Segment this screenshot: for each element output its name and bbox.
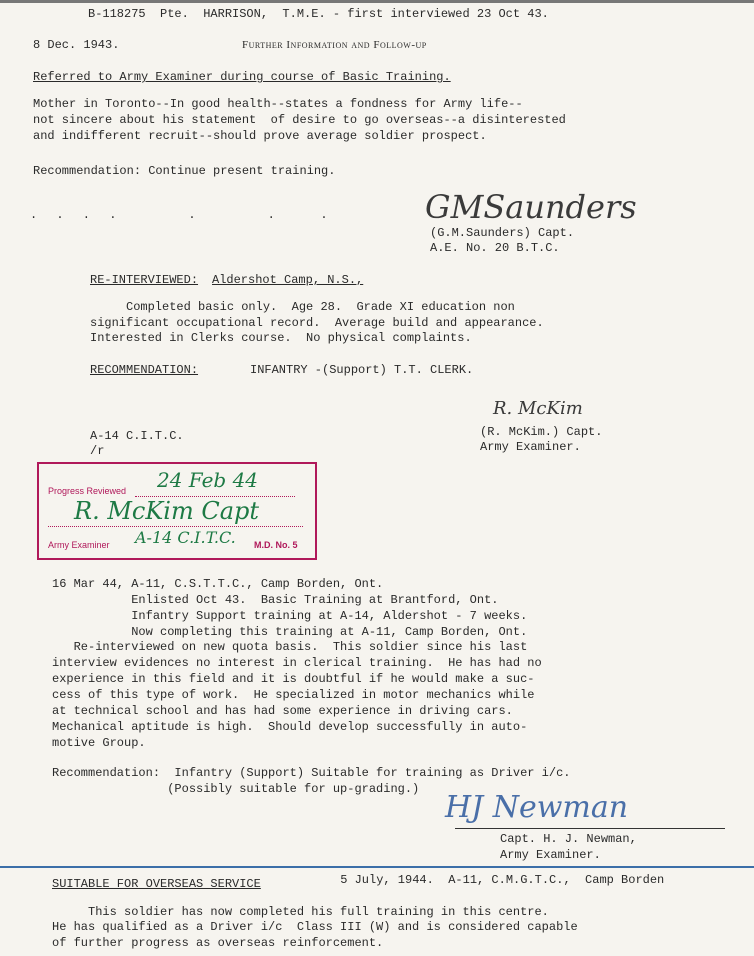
newman-signature: HJ Newman bbox=[445, 790, 629, 825]
text-line: Mother in Toronto--In good health--states a fondness for Army life-- bbox=[33, 97, 523, 111]
signature-line bbox=[455, 828, 725, 829]
signatory-title: Army Examiner. bbox=[480, 440, 581, 454]
dots: . . . . . . . bbox=[30, 208, 334, 222]
signatory-name: Capt. H. J. Newman, bbox=[500, 832, 637, 846]
stamp-progress-label: Progress Reviewed bbox=[48, 486, 127, 496]
recommendation-2: INFANTRY -(Support) T.T. CLERK. bbox=[250, 363, 474, 377]
referred-line: Referred to Army Examiner during course of Basic Training. bbox=[33, 70, 451, 84]
signatory-unit: A.E. No. 20 B.T.C. bbox=[430, 241, 560, 255]
text-line: Interested in Clerks course. No physical complaints. bbox=[90, 331, 472, 345]
signatory-name: (G.M.Saunders) Capt. bbox=[430, 226, 575, 240]
text-line: Completed basic only. Age 28. Grade XI education non bbox=[90, 300, 515, 314]
text-line: He has qualified as a Driver i/c Class III (W) and is considered capable bbox=[52, 920, 578, 934]
reinterviewed-label: RE-INTERVIEWED: bbox=[90, 273, 199, 287]
text-line: interview evidences no interest in clerical training. He has had no bbox=[52, 656, 542, 670]
form-title: Further Information and Follow-up bbox=[242, 39, 427, 51]
text-line: cess of this type of work. He specialized in motor mechanics while bbox=[52, 688, 535, 702]
divider-line bbox=[0, 866, 754, 868]
unit-line: A-14 C.I.T.C. bbox=[90, 429, 184, 443]
signatory-title: Army Examiner. bbox=[500, 848, 601, 862]
text-line: experience in this field and it is doubtful if he would make a suc- bbox=[52, 672, 535, 686]
text-line: 16 Mar 44, A-11, C.S.T.T.C., Camp Borden, Ont. bbox=[52, 577, 384, 591]
signatory-name: (R. McKim.) Capt. bbox=[480, 425, 603, 439]
page-edge bbox=[0, 0, 754, 3]
text-line: Now completing this training at A-11, Camp Borden, Ont. bbox=[52, 625, 528, 639]
stamp-date: 24 Feb 44 bbox=[157, 468, 259, 492]
recommendation-1: Recommendation: Continue present training. bbox=[33, 164, 336, 178]
text-line: significant occupational record. Average build and appearance. bbox=[90, 316, 544, 330]
stamp-unit: A-14 C.I.T.C. bbox=[135, 528, 236, 547]
initials: /r bbox=[90, 444, 105, 458]
record-header: B-118275 Pte. HARRISON, T.M.E. - first interviewed 23 Oct 43. bbox=[88, 7, 549, 21]
recommendation-2-label: RECOMMENDATION: bbox=[90, 363, 199, 377]
progress-review-stamp bbox=[37, 462, 317, 560]
text-line: Mechanical aptitude is high. Should develop successfully in auto- bbox=[52, 720, 528, 734]
recommendation-3-note: (Possibly suitable for up-grading.) bbox=[52, 782, 420, 796]
reinterviewed-place: Aldershot Camp, N.S., bbox=[212, 273, 364, 287]
stamp-md: M.D. No. 5 bbox=[254, 540, 298, 550]
entry-date: 8 Dec. 1943. bbox=[33, 38, 120, 52]
saunders-signature: GMSaunders bbox=[425, 188, 637, 226]
recommendation-3: Recommendation: Infantry (Support) Suitable for training as Driver i/c. bbox=[52, 766, 571, 780]
text-line: Infantry Support training at A-14, Aldershot - 7 weeks. bbox=[52, 609, 528, 623]
stamp-signature: R. McKim Capt bbox=[74, 497, 260, 525]
text-line: motive Group. bbox=[52, 736, 146, 750]
text-line: and indifferent recruit--should prove average soldier prospect. bbox=[33, 129, 487, 143]
text-line: Enlisted Oct 43. Basic Training at Brantford, Ont. bbox=[52, 593, 499, 607]
mckim-signature: R. McKim bbox=[493, 398, 583, 419]
text-line: of further progress as overseas reinforcement. bbox=[52, 936, 384, 950]
suitable-label: SUITABLE FOR OVERSEAS SERVICE bbox=[52, 877, 261, 891]
suitable-details: 5 July, 1944. A-11, C.M.G.T.C., Camp Borden bbox=[333, 873, 665, 887]
text-line: Re-interviewed on new quota basis. This soldier since his last bbox=[52, 640, 528, 654]
text-line: This soldier has now completed his full training in this centre. bbox=[52, 905, 549, 919]
text-line: at technical school and has had some experience in driving cars. bbox=[52, 704, 513, 718]
stamp-examiner-label: Army Examiner bbox=[48, 540, 110, 550]
text-line: not sincere about his statement of desire to go overseas--a disinterested bbox=[33, 113, 566, 127]
